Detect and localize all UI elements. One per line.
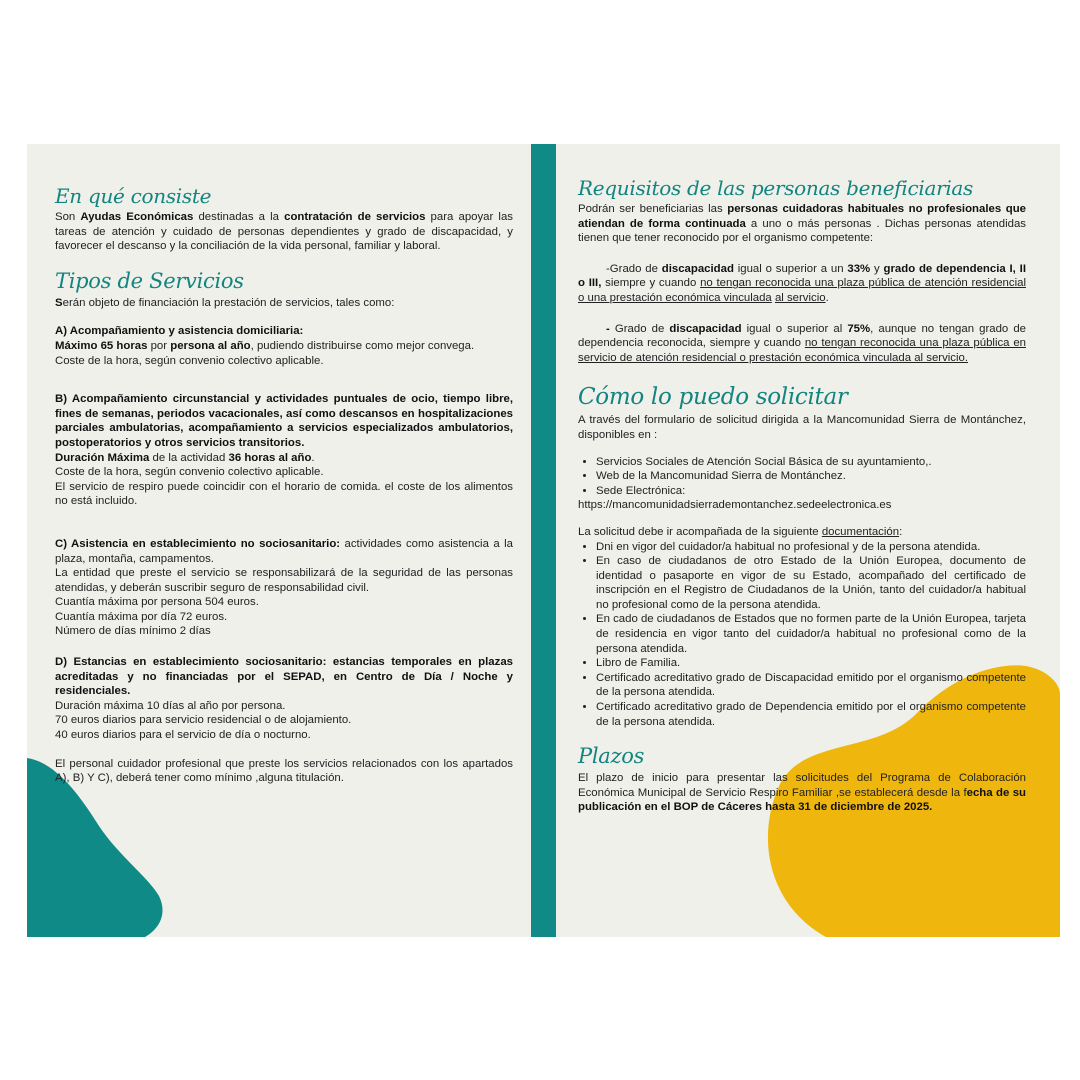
list-item: • En cado de ciudadanos de Estados que no formen parte de la Unión Europea, tarjeta de residencia en vigor tanto del cuidador/a habitual no profesional como de la persona atendida.	[596, 612, 1026, 656]
service-a-max: Máximo 65 horas por persona al año, pudiendo distribuirse como mejor convega.	[55, 339, 475, 352]
closing-note: El personal cuidador profesional que preste los servicios relacionados con los apartados A), B) Y C), deberá tener como mínimo ,alguna titulación.	[55, 757, 513, 785]
plazos-text: El plazo de inicio para presentar las solicitudes del Programa de Colaboración Económica Municipal de Servicio Respiro Familiar ,se establecerá desde la fecha de su publicación en el BOP de Cáceres hasta 31 de diciembre de 2025.	[578, 772, 1026, 814]
section-title-tipos-de-servicios: Tipos de Servicios	[55, 268, 244, 293]
service-a-cost: Coste de la hora, según convenio colectivo aplicable.	[55, 354, 324, 367]
documentation-intro: La solicitud debe ir acompañada de la siguiente documentación:	[578, 525, 903, 538]
list-item: • Certificado acreditativo grado de Dependencia emitido por el organismo competente de la persona atendida.	[596, 700, 1026, 729]
list-item: • En caso de ciudadanos de otro Estado de la Unión Europea, documento de identidad o pasaporte en vigor de su Estado, acompañado del certificado de inscripción en el Registro de Ciudadanos de la Unión, tanto del cuidador/a habitual no profesional como de la persona atendida.	[596, 554, 1026, 612]
section-title-como-solicitar: Cómo lo puedo solicitar	[578, 384, 848, 411]
tipos-intro: Serán objeto de financiación la prestación de servicios, tales como:	[55, 296, 395, 309]
list-item: • Certificado acreditativo grado de Discapacidad emitido por el organismo competente de la persona atendida.	[596, 671, 1026, 700]
service-d-lines	[55, 699, 513, 743]
list-item: • Servicios Sociales de Atención Social Básica de su ayuntamiento,.	[596, 455, 1026, 470]
service-a-title: A) Acompañamiento y asistencia domiciliaria:	[55, 325, 304, 338]
en-que-consiste-text: Son Ayudas Económicas destinadas a la contratación de servicios para apoyar las tareas de atención y cuidado de personas dependientes y grado de discapacidad, y favorecer el descanso y la conciliación de la vida personal, familiar y laboral.	[55, 211, 513, 253]
channel-list	[578, 455, 1026, 499]
left-page	[27, 144, 531, 937]
text-line: Número de días mínimo 2 días	[55, 625, 211, 638]
requisito-2: - Grado de discapacidad igual o superior al 75%, aunque no tengan grado de dependencia reconocida, siempre y cuando no tengan reconocida una plaza pública en servicio de atención residencial o prestación económica vinculada al servicio.	[578, 322, 1026, 364]
list-item: • Sede Electrónica:	[596, 484, 1026, 499]
center-spine	[531, 144, 556, 937]
service-b-title: B) Acompañamiento circunstancial y actividades puntuales de ocio, tiempo libre, fines de semanas, periodos vacacionales, así como descansos en hospitalizaciones parciales ambulatorias, acompañamiento a servicios especializados ambulatorios, postoperatorios y otros servicios transitorios.	[55, 393, 513, 449]
list-item: • Libro de Familia.	[596, 656, 1026, 671]
documentation-list	[578, 540, 1026, 730]
how-intro: A través del formulario de solicitud dirigida a la Mancomunidad Sierra de Montánchez, disponibles en :	[578, 414, 1026, 441]
requisito-1: -Grado de discapacidad igual o superior a un 33% y grado de dependencia I, II o III, siempre y cuando no tengan reconocida una plaza pública de atención residencial o una prestación económica vinculada al servicio.	[578, 262, 1026, 304]
text-line: Duración máxima 10 días al año por persona.	[55, 699, 286, 712]
section-title-plazos: Plazos	[578, 744, 645, 769]
text-line: Cuantía máxima por persona 504 euros.	[55, 596, 259, 609]
requisitos-text: Podrán ser beneficiarias las personas cuidadoras habituales no profesionales que atiendan de forma continuada a uno o más personas . Dichas personas atendidas tienen que tener reconocido por el organismo competente:	[578, 203, 1026, 245]
service-c-text: C) Asistencia en establecimiento no sociosanitario: actividades como asistencia a la plaza, montaña, campamentos.	[55, 537, 513, 565]
list-item: • Dni en vigor del cuidador/a habitual no profesional y de la persona atendida.	[596, 540, 1026, 555]
list-item: • Web de la Mancomunidad Sierra de Montánchez.	[596, 469, 1026, 484]
sede-url: https://mancomunidadsierrademontanchez.sedeelectronica.es	[578, 499, 892, 512]
section-title-en-que-consiste: En qué consiste	[55, 184, 212, 208]
service-b-note: El servicio de respiro puede coincidir con el horario de comida. el coste de los alimentos no está incluido.	[55, 480, 513, 508]
section-title-requisitos: Requisitos de las personas beneficiarias	[578, 176, 974, 200]
service-b-cost: Coste de la hora, según convenio colectivo aplicable.	[55, 466, 324, 479]
service-d-title: D) Estancias en establecimiento sociosanitario: estancias temporales en plazas acreditadas y no financiadas por el SEPAD, en Centro de Día / Noche y residenciales.	[55, 656, 513, 698]
text-line: Cuantía máxima por día 72 euros.	[55, 610, 228, 623]
right-page	[556, 144, 1060, 937]
text-line: La entidad que preste el servicio se responsabilizará de la seguridad de las personas atendidas, y deberán suscribir seguro de responsabilidad civil.	[55, 567, 513, 594]
text-line: 40 euros diarios para el servicio de día o nocturno.	[55, 729, 311, 742]
service-b-duration: Duración Máxima de la actividad 36 horas al año.	[55, 451, 315, 464]
service-c-lines	[55, 566, 513, 639]
text-line: 70 euros diarios para servicio residencial o de alojamiento.	[55, 714, 352, 727]
